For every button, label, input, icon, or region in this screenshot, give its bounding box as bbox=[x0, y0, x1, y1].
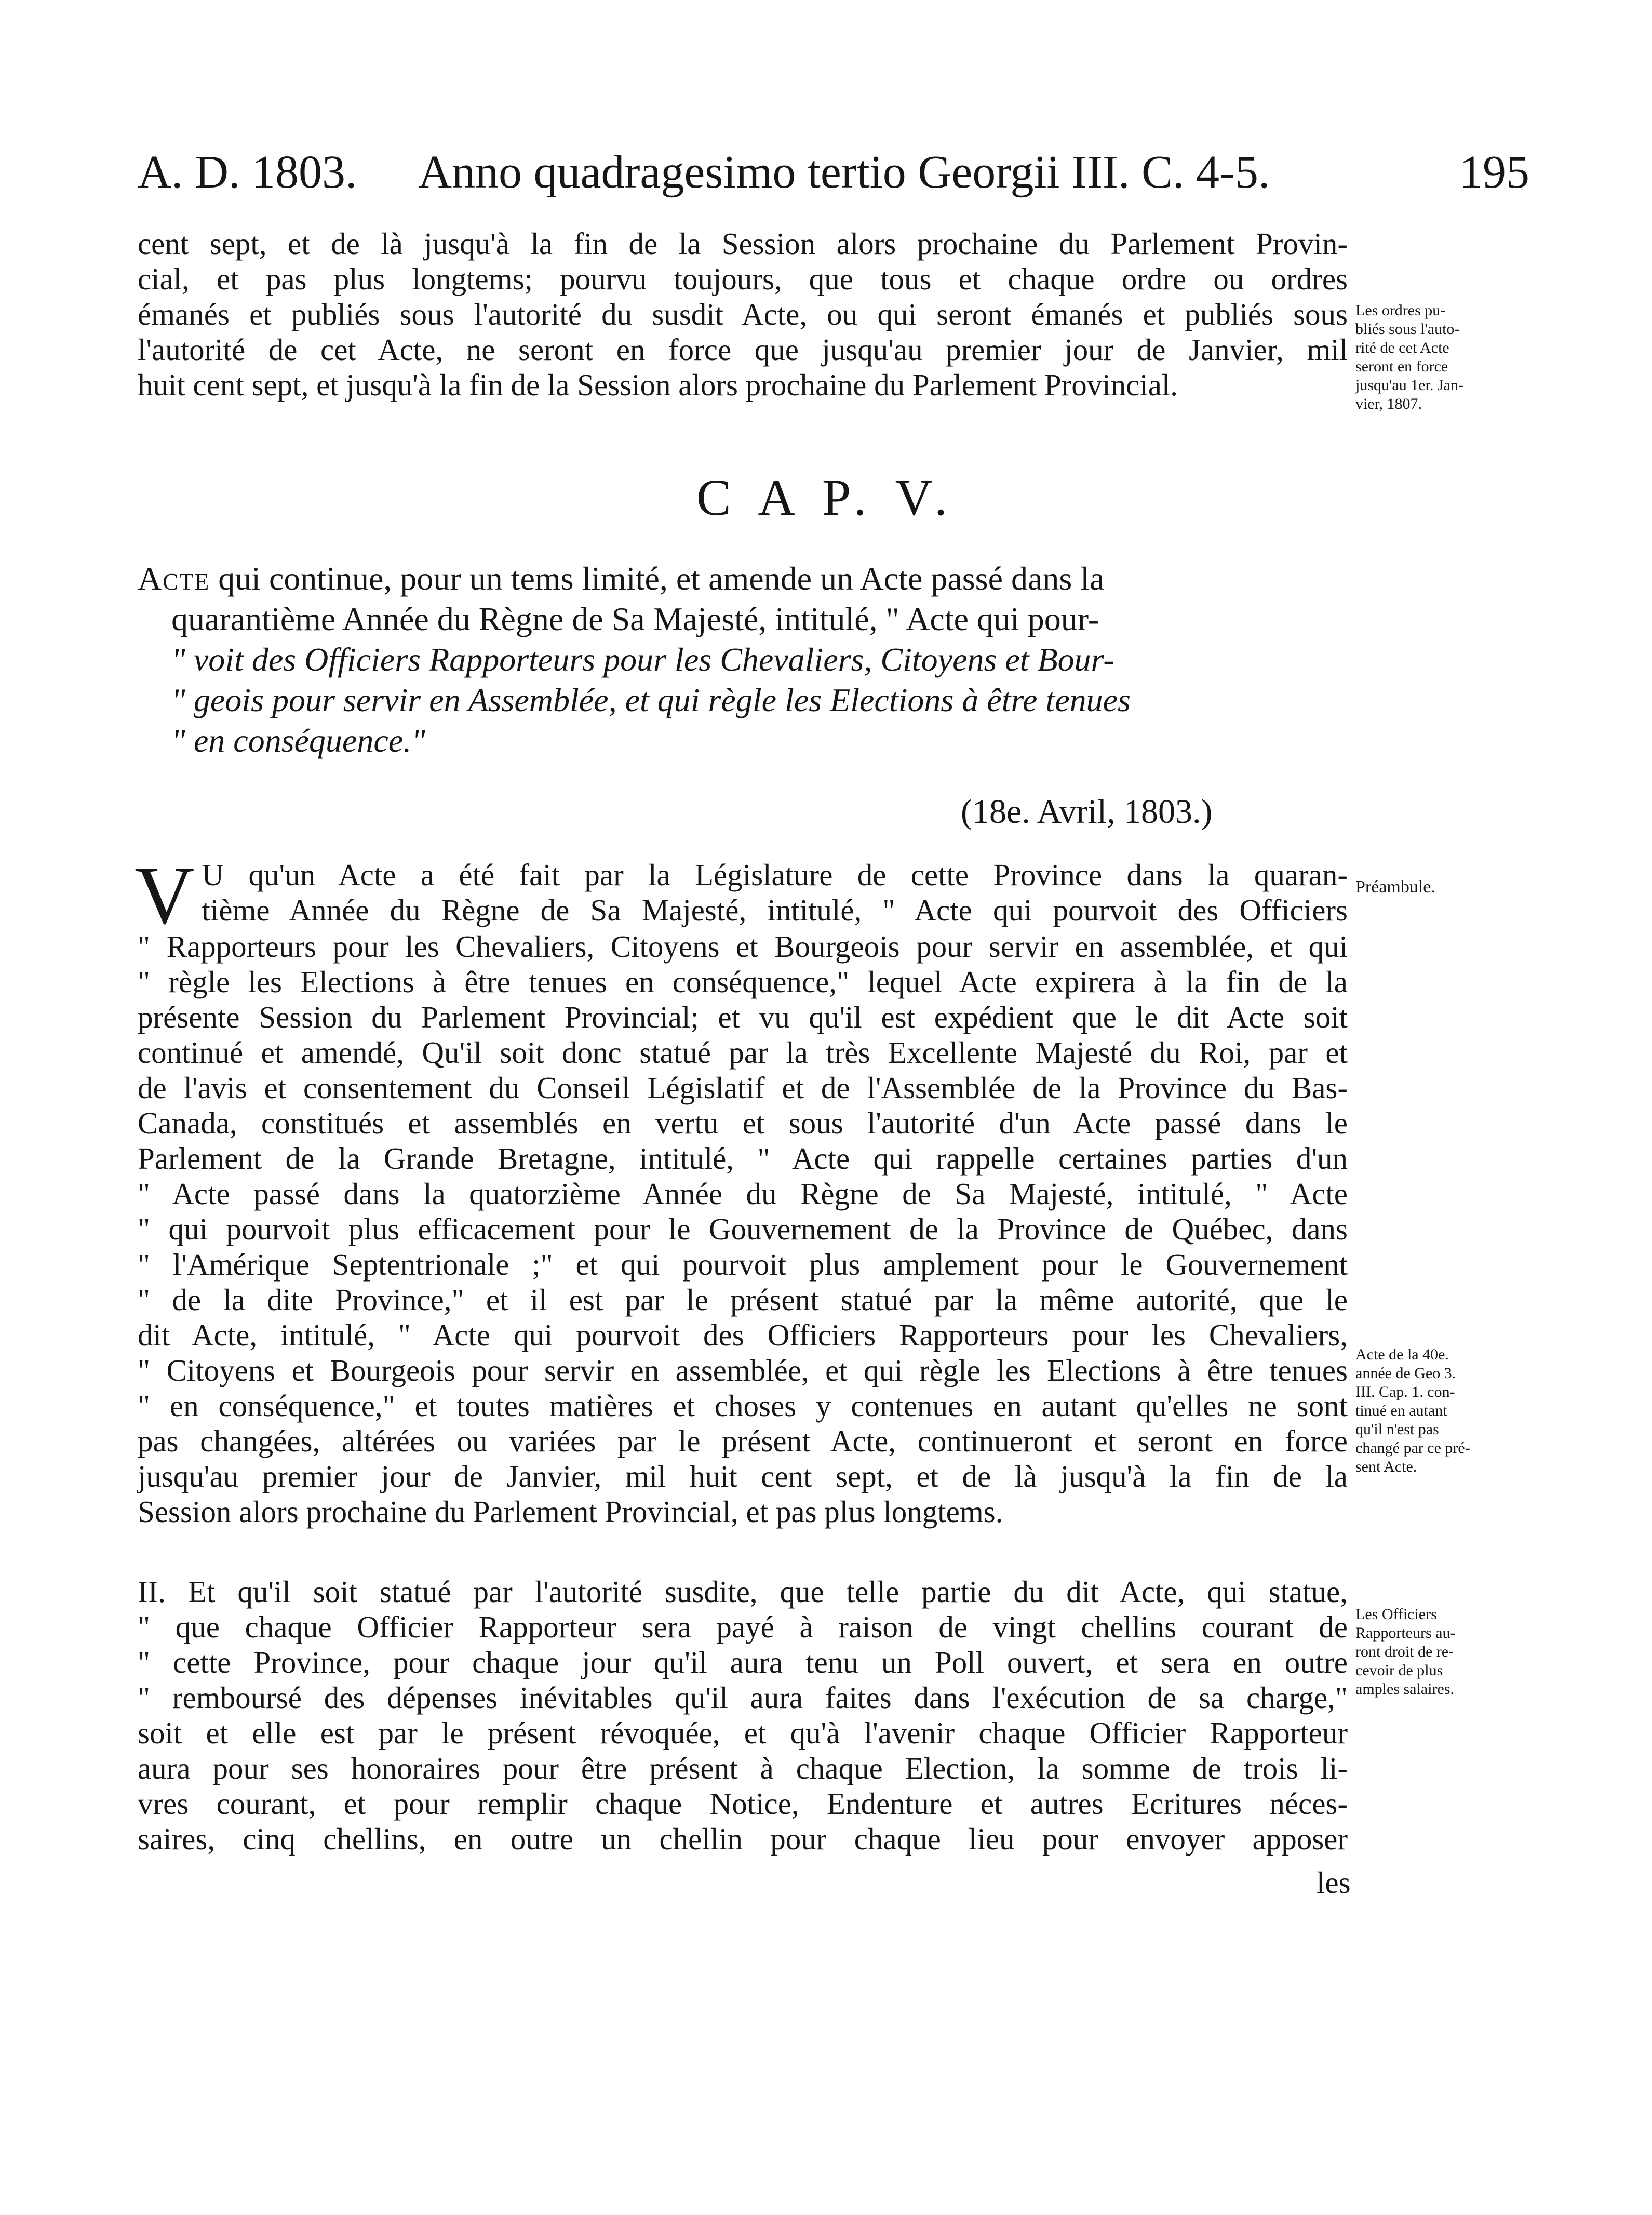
section-ii-paragraph bbox=[138, 1574, 1348, 1857]
act-title-lead: Acte bbox=[138, 560, 210, 597]
header-year: A. D. 1803. bbox=[138, 146, 357, 198]
margin-note-line: ront droit de re- bbox=[1355, 1643, 1454, 1660]
margin-note-line: Acte de la 40e. bbox=[1355, 1346, 1449, 1363]
text-line: cent sept, et de là jusqu'à la fin de la Session alors prochaine du Parlement Provin- bbox=[138, 226, 1348, 261]
text-line: Session alors prochaine du Parlement Provincial, et pas plus longtems. bbox=[138, 1495, 1003, 1529]
text-line: " remboursé des dépenses inévitables qu'il aura faites dans l'exécution de sa charge," bbox=[138, 1680, 1348, 1715]
margin-note-line: jusqu'au 1er. Jan- bbox=[1355, 377, 1463, 394]
text-line: Parlement de la Grande Bretagne, intitulé, " Acte qui rappelle certaines parties d'un bbox=[138, 1141, 1348, 1176]
act-title-line: " voit des Officiers Rapporteurs pour les Chevaliers, Citoyens et Bour- bbox=[171, 641, 1114, 678]
act-title-line: " geois pour servir en Assemblée, et qui règle les Elections à être tenues bbox=[171, 682, 1131, 718]
margin-note-line: Les Officiers bbox=[1355, 1606, 1437, 1623]
running-header bbox=[138, 145, 1529, 213]
text-line: " en conséquence," et toutes matières et choses y contenues en autant qu'elles ne sont bbox=[138, 1389, 1348, 1423]
margin-note-line: III. Cap. 1. con- bbox=[1355, 1383, 1455, 1400]
header-title: Anno quadragesimo tertio Georgii III. C. 4-5. bbox=[418, 146, 1270, 198]
text-line: vres courant, et pour remplir chaque Notice, Endenture et autres Ecritures néces- bbox=[138, 1786, 1348, 1821]
margin-note-line: Préambule. bbox=[1355, 877, 1435, 897]
text-line: dit Acte, intitulé, " Acte qui pourvoit des Officiers Rapporteurs pour les Chevaliers, bbox=[138, 1318, 1348, 1352]
margin-note-preamble bbox=[1355, 878, 1527, 897]
margin-note-line: Les ordres pu- bbox=[1355, 302, 1446, 319]
text-line: tième Année du Règne de Sa Majesté, intitulé, " Acte qui pourvoit des Officiers bbox=[202, 893, 1348, 927]
text-line: " qui pourvoit plus efficacement pour le Gouvernement de la Province de Québec, dans bbox=[138, 1212, 1348, 1246]
act-date: (18e. Avril, 1803.) bbox=[961, 793, 1213, 831]
margin-note-line: seront en force bbox=[1355, 358, 1448, 375]
text-line: présente Session du Parlement Provincial; et vu qu'il est expédient que le dit Acte soit bbox=[138, 1000, 1348, 1034]
margin-note-line: vier, 1807. bbox=[1355, 395, 1422, 412]
text-line: " Citoyens et Bourgeois pour servir en assemblée, et qui règle les Elections à être tenues bbox=[138, 1353, 1348, 1387]
intro-paragraph bbox=[138, 226, 1348, 403]
catchword: les bbox=[1317, 1865, 1351, 1900]
chapter-title: C A P. V. bbox=[696, 469, 956, 526]
text-line: " l'Amérique Septentrionale ;" et qui pourvoit plus amplement pour le Gouvernement bbox=[138, 1247, 1348, 1282]
margin-note-act-continued bbox=[1355, 1345, 1527, 1476]
margin-note-line: tinué en autant bbox=[1355, 1402, 1447, 1419]
text-line: aura pour ses honoraires pour être présent à chaque Election, la somme de trois li- bbox=[138, 1751, 1348, 1785]
margin-note-line: rité de cet Acte bbox=[1355, 339, 1449, 356]
margin-note-line: Rapporteurs au- bbox=[1355, 1624, 1456, 1642]
drop-cap: V bbox=[135, 849, 195, 941]
text-line: " Acte passé dans la quatorzième Année du Règne de Sa Majesté, intitulé, " Acte bbox=[138, 1177, 1348, 1211]
text-line: jusqu'au premier jour de Janvier, mil huit cent sept, et de là jusqu'à la fin de la bbox=[138, 1459, 1348, 1493]
margin-note-orders bbox=[1355, 301, 1527, 413]
text-line: " cette Province, pour chaque jour qu'il aura tenu un Poll ouvert, et sera en outre bbox=[138, 1645, 1348, 1679]
page-number: 195 bbox=[1459, 146, 1529, 198]
act-title-line: qui continue, pour un tems limité, et amende un Acte passé dans la bbox=[210, 560, 1105, 597]
text-line: émanés et publiés sous l'autorité du susdit Acte, ou qui seront émanés et publiés sous bbox=[138, 297, 1348, 331]
preamble-paragraph bbox=[135, 849, 1348, 1529]
text-line: II. Et qu'il soit statué par l'autorité susdite, que telle partie du dit Acte, qui statue, bbox=[138, 1574, 1348, 1609]
text-line: " Rapporteurs pour les Chevaliers, Citoyens et Bourgeois pour servir en assemblée, et qui bbox=[138, 929, 1348, 964]
margin-note-line: sent Acte. bbox=[1355, 1458, 1417, 1475]
act-title-line: quarantième Année du Règne de Sa Majesté, intitulé, " Acte qui pour- bbox=[171, 601, 1099, 637]
text-line: " que chaque Officier Rapporteur sera payé à raison de vingt chellins courant de bbox=[138, 1610, 1348, 1644]
text-line: " règle les Elections à être tenues en conséquence," lequel Acte expirera à la fin de la bbox=[138, 965, 1348, 999]
margin-note-line: bliés sous l'auto- bbox=[1355, 321, 1460, 338]
act-title bbox=[138, 558, 1348, 761]
margin-note-line: changé par ce pré- bbox=[1355, 1439, 1470, 1457]
text-line: soit et elle est par le présent révoquée, et qu'à l'avenir chaque Officier Rapporteur bbox=[138, 1716, 1348, 1750]
text-line: U qu'un Acte a été fait par la Législature de cette Province dans la quaran- bbox=[202, 858, 1348, 892]
text-line: de l'avis et consentement du Conseil Législatif et de l'Assemblée de la Province du Bas- bbox=[138, 1071, 1348, 1105]
text-line: Canada, constitués et assemblés en vertu et sous l'autorité d'un Acte passé dans le bbox=[138, 1106, 1348, 1140]
margin-note-line: qu'il n'est pas bbox=[1355, 1421, 1439, 1438]
text-line: l'autorité de cet Acte, ne seront en force que jusqu'au premier jour de Janvier, mil bbox=[138, 332, 1348, 367]
text-line: huit cent sept, et jusqu'à la fin de la Session alors prochaine du Parlement Provincial. bbox=[138, 368, 1178, 402]
margin-note-line: cevoir de plus bbox=[1355, 1662, 1443, 1679]
act-title-line: " en conséquence." bbox=[171, 722, 426, 759]
text-line: " de la dite Province," et il est par le présent statué par la même autorité, que le bbox=[138, 1283, 1348, 1317]
margin-note-officers bbox=[1355, 1605, 1527, 1699]
text-line: saires, cinq chellins, en outre un chellin pour chaque lieu pour envoyer apposer bbox=[138, 1822, 1348, 1856]
text-line: pas changées, altérées ou variées par le présent Acte, continueront et seront en force bbox=[138, 1424, 1348, 1458]
text-line: cial, et pas plus longtems; pourvu toujours, que tous et chaque ordre ou ordres bbox=[138, 262, 1348, 296]
margin-note-line: amples salaires. bbox=[1355, 1680, 1454, 1698]
text-line: continué et amendé, Qu'il soit donc statué par la très Excellente Majesté du Roi, par et bbox=[138, 1035, 1348, 1070]
margin-note-line: année de Geo 3. bbox=[1355, 1365, 1456, 1382]
